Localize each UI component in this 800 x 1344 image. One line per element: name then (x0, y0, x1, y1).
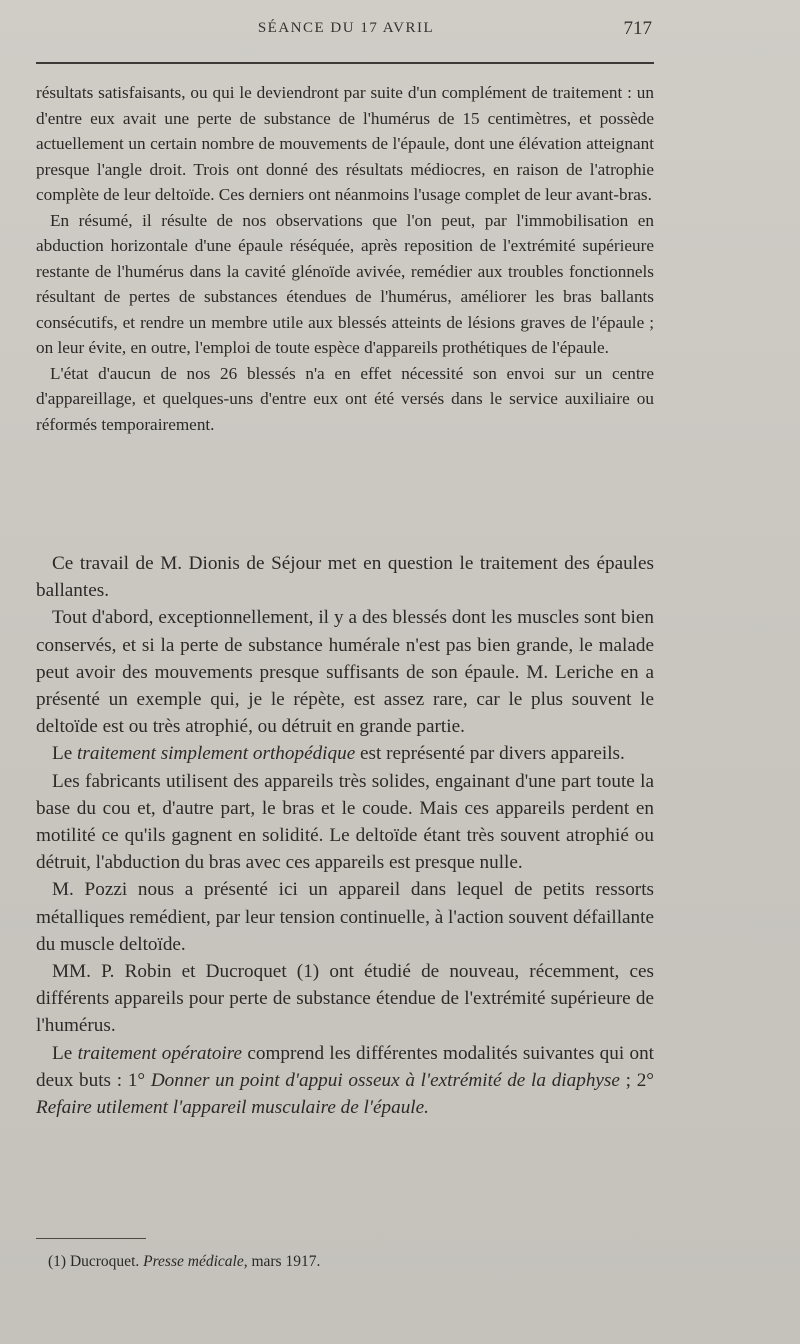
report-conclusion-section (36, 80, 654, 437)
commentary-section (36, 550, 654, 1121)
paragraph-operative (36, 1040, 654, 1122)
text-run: Le (52, 743, 78, 765)
header-rule (36, 62, 654, 64)
paragraph-fabricants: Les fabricants utilisent des appareils très solides, engainant d'une part toute la base du cou et, d'autre part, le bras et le coude. Mais ces appareils perdent en motilité ce qu'ils gagnent en solidité. Le deltoïde étant très souvent atrophié ou détruit, l'abduction du bras avec ces appareils est presque nulle. (36, 770, 654, 874)
paragraph-patient-status: L'état d'aucun de nos 26 blessés n'a en effet nécessité son envoi sur un centre d'appareillage, et quelques-uns d'entre eux ont été versés dans le service auxiliaire ou réformés temporairement. (36, 363, 654, 434)
footnote-separator (36, 1238, 146, 1239)
emphasis-text: traitement opératoire (77, 1042, 243, 1064)
paragraph-summary: En résumé, il résulte de nos observations que l'on peut, par l'immobilisation en abduction horizontale d'une épaule réséquée, après reposition de l'extrémité supérieure restante de l'humérus dans la cavité glénoïde avivée, remédier aux troubles fonctionnels résultant de pertes de substances étendues de l'humérus, améliorer les bras ballants consécutifs, et rendre un membre utile aux blessés atteints de lésions graves de l'épaule ; on leur évite, en outre, l'emploi de toute espèce d'appareils prothétiques de l'épaule. (36, 210, 654, 357)
emphasis-text: traitement simplement orthopédique (77, 743, 356, 765)
footnote-source: Presse médicale (143, 1253, 244, 1270)
paragraph-robin-ducroquet: MM. P. Robin et Ducroquet (1) ont étudié de nouveau, récemment, ces différents appareils pour perte de substance étendue de l'extrémité supérieure de l'humérus. (36, 961, 654, 1037)
emphasis-text: Refaire utilement l'appareil musculaire de l'épaule. (36, 1097, 429, 1119)
paragraph-results: résultats satisfaisants, ou qui le deviendront par suite d'un complément de traitement : un d'entre eux avait une perte de substance de l'humérus de 15 centimètres, et possède actuellement un certain nombre de mouvements de l'épaule, dont une élévation atteignant presque l'angle droit. Trois ont donné des résultats médiocres, en raison de l'atrophie complète de leur deltoïde. Ces derniers ont néanmoins l'usage complet de leur avant-bras. (36, 83, 654, 204)
page-number: 717 (623, 18, 652, 39)
text-run: Le (52, 1042, 78, 1064)
running-head: SÉANCE DU 17 AVRIL (257, 20, 435, 36)
page-header (36, 16, 656, 50)
paragraph-exceptions: Tout d'abord, exceptionnellement, il y a des blessés dont les muscles sont bien conservés, et si la perte de substance humérale n'est pas bien grande, le malade peut avoir des mouvements presque suffisants de son épaule. M. Leriche en a présenté un exemple qui, je le répète, est assez rare, car le plus souvent le deltoïde est ou très atrophié, ou détruit en grande partie. (36, 607, 654, 738)
paragraph-intro: Ce travail de M. Dionis de Séjour met en question le traitement des épaules ballantes. (36, 553, 654, 602)
text-run: est représenté par divers appareils. (355, 743, 625, 765)
footnote (48, 1252, 648, 1272)
text-run: comprend les différentes modalités suivantes qui ont deux buts : 1° (36, 1042, 654, 1091)
paragraph-pozzi: M. Pozzi nous a présenté ici un appareil dans lequel de petits ressorts métalliques remédient, par leur tension continuelle, à l'action souvent défaillante du muscle deltoïde. (36, 879, 654, 955)
paragraph-orthopedic (36, 740, 654, 767)
footnote-marker: (1) Ducroquet. (48, 1253, 144, 1270)
footnote-date: , mars 1917. (243, 1253, 321, 1270)
emphasis-text: Donner un point d'appui osseux à l'extrémité de la diaphyse (150, 1069, 620, 1091)
text-run: ; 2° (619, 1069, 654, 1091)
